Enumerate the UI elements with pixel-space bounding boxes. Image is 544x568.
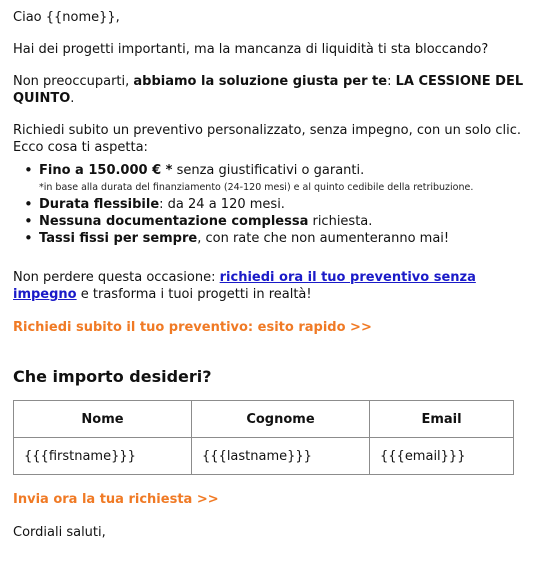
benefit-footnote: *in base alla durata del finanziamento (24-120 mesi) e al quinto cedibile della retribuzione. — [39, 182, 474, 193]
reassure-paragraph — [13, 73, 533, 107]
table-header-row — [14, 401, 514, 438]
reassure-colon: : — [387, 74, 396, 89]
email-body — [13, 9, 533, 541]
benefit-item — [39, 230, 533, 247]
firstname-field[interactable]: {{{firstname}}} — [14, 438, 192, 475]
cta-suffix: e trasforma i tuoi progetti in realtà! — [76, 287, 312, 302]
reassure-bold: abbiamo la soluzione giusta per te — [133, 74, 388, 89]
benefit-item — [39, 213, 533, 230]
header-email: Email — [370, 401, 514, 438]
benefit-bold: Tassi fissi per sempre — [39, 231, 198, 246]
header-nome: Nome — [14, 401, 192, 438]
send-request-link[interactable]: Invia ora la tua richiesta >> — [13, 492, 219, 507]
send-section — [13, 491, 533, 508]
greeting: Ciao {{nome}}, — [13, 10, 120, 25]
lastname-field[interactable]: {{{lastname}}} — [192, 438, 370, 475]
table-row — [14, 438, 514, 475]
email-field[interactable]: {{{email}}} — [370, 438, 514, 475]
quote-rapid-outcome-link[interactable]: Richiedi subito il tuo preventivo: esito rapido >> — [13, 320, 372, 335]
quote-request-link[interactable]: richiedi ora il tuo preventivo senza impegno — [13, 270, 476, 302]
benefit-text: : da 24 a 120 mesi. — [159, 197, 285, 212]
product-name: LA CESSIONE DEL QUINTO — [13, 74, 524, 106]
benefit-bold: Fino a 150.000 € * — [39, 163, 173, 178]
form-title: Che importo desideri? — [13, 367, 212, 386]
benefit-item — [39, 162, 533, 196]
cta-paragraph — [13, 269, 533, 303]
intro-paragraph: Richiedi subito un preventivo personalizzato, senza impegno, con un solo clic. Ecco cosa ti aspetta: — [13, 123, 522, 155]
reassure-suffix: . — [70, 91, 75, 106]
question-paragraph: Hai dei progetti importanti, ma la mancanza di liquidità ti sta bloccando? — [13, 42, 489, 57]
request-form-table — [13, 400, 514, 475]
benefit-item — [39, 196, 533, 213]
benefits-list — [13, 162, 533, 247]
benefit-text: , con rate che non aumenteranno mai! — [197, 231, 450, 246]
reassure-prefix: Non preoccuparti, — [13, 74, 134, 89]
cta-prefix: Non perdere questa occasione: — [13, 270, 220, 285]
header-cognome: Cognome — [192, 401, 370, 438]
benefit-text: richiesta. — [308, 214, 373, 229]
benefit-text: senza giustificativi o garanti. — [172, 163, 365, 178]
benefit-bold: Durata flessibile — [39, 197, 160, 212]
benefit-bold: Nessuna documentazione complessa — [39, 214, 309, 229]
closing: Cordiali saluti, — [13, 525, 106, 540]
